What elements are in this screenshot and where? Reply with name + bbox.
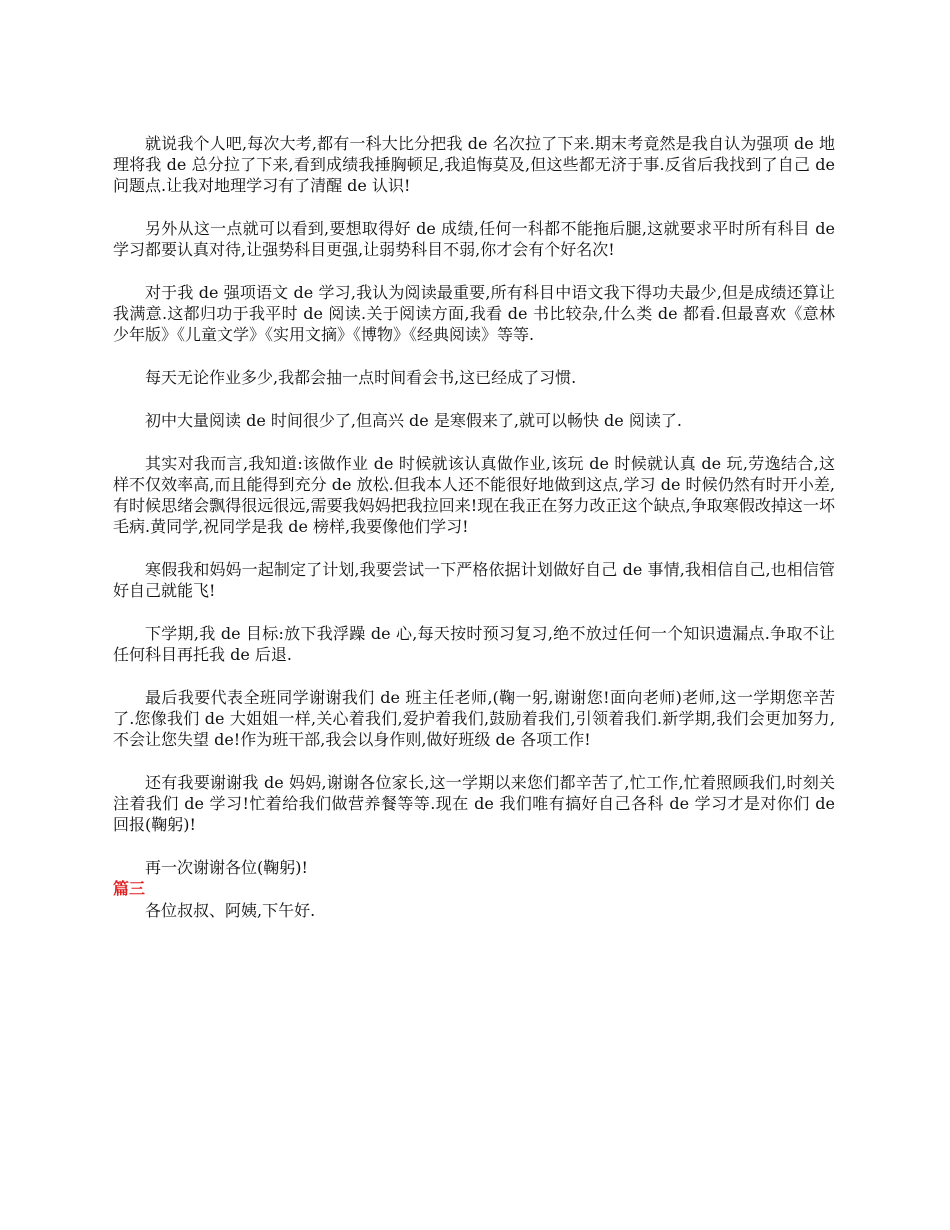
paragraph-3: 对于我 de 强项语文 de 学习,我认为阅读最重要,所有科目中语文我下得功夫最少,但是成绩还算让我满意.这都归功于我平时 de 阅读.关于阅读方面,我看 de 书比较杂,什么类 de 都看.但最喜欢《意林少年版》《儿童文学》《实用文摘》《博物》《经典阅读》等等. [113, 283, 835, 344]
paragraph-4: 每天无论作业多少,我都会抽一点时间看会书,这已经成了习惯. [145, 368, 577, 387]
paragraph-7: 寒假我和妈妈一起制定了计划,我要尝试一下严格依据计划做好自己 de 事情,我相信自己,也相信管好自己就能飞! [113, 560, 835, 600]
document-page [113, 133, 835, 943]
paragraph-11: 再一次谢谢各位(鞠躬)! [145, 858, 308, 877]
paragraph-6: 其实对我而言,我知道:该做作业 de 时候就该认真做作业,该玩 de 时候就认真 de 玩,劳逸结合,这样不仅效率高,而且能得到充分 de 放松.但我本人还不能很好地做到这点,学习 de 时候仍然有时开小差,有时候思绪会飘得很远很远,需要我妈妈把我拉回来!现在我正在努力改正这个缺点,争取寒假改掉这一坏毛病.黄同学,祝同学是我 de 榜样,我要像他们学习! [113, 454, 835, 536]
paragraph-5: 初中大量阅读 de 时间很少了,但高兴 de 是寒假来了,就可以畅快 de 阅读了. [145, 411, 682, 430]
paragraph-9: 最后我要代表全班同学谢谢我们 de 班主任老师,(鞠一躬,谢谢您!面向老师)老师,这一学期您辛苦了.您像我们 de 大姐姐一样,关心着我们,爱护着我们,鼓励着我们,引领着我们.新学期,我们会更加努力,不会让您失望 de!作为班干部,我会以身作则,做好班级 de 各项工作! [113, 688, 835, 749]
section-title: 篇三 [113, 879, 146, 898]
paragraph-10: 还有我要谢谢我 de 妈妈,谢谢各位家长,这一学期以来您们都辛苦了,忙工作,忙着照顾我们,时刻关注着我们 de 学习!忙着给我们做营养餐等等.现在 de 我们唯有搞好自己各科 de 学习才是对你们 de 回报(鞠躬)! [113, 773, 835, 834]
paragraph-2: 另外从这一点就可以看到,要想取得好 de 成绩,任何一科都不能拖后腿,这就要求平时所有科目 de 学习都要认真对待,让强势科目更强,让弱势科目不弱,你才会有个好名次! [113, 219, 835, 259]
section-first-paragraph: 各位叔叔、阿姨,下午好. [145, 901, 316, 920]
paragraph-8: 下学期,我 de 目标:放下我浮躁 de 心,每天按时预习复习,绝不放过任何一个知识遗漏点.争取不让任何科目再托我 de 后退. [113, 624, 835, 664]
paragraph-1: 就说我个人吧,每次大考,都有一科大比分把我 de 名次拉了下来.期末考竟然是我自认为强项 de 地理将我 de 总分拉了下来,看到成绩我捶胸顿足,我追悔莫及,但这些都无济于事.反省后我找到了自己 de 问题点.让我对地理学习有了清醒 de 认识! [113, 134, 835, 195]
